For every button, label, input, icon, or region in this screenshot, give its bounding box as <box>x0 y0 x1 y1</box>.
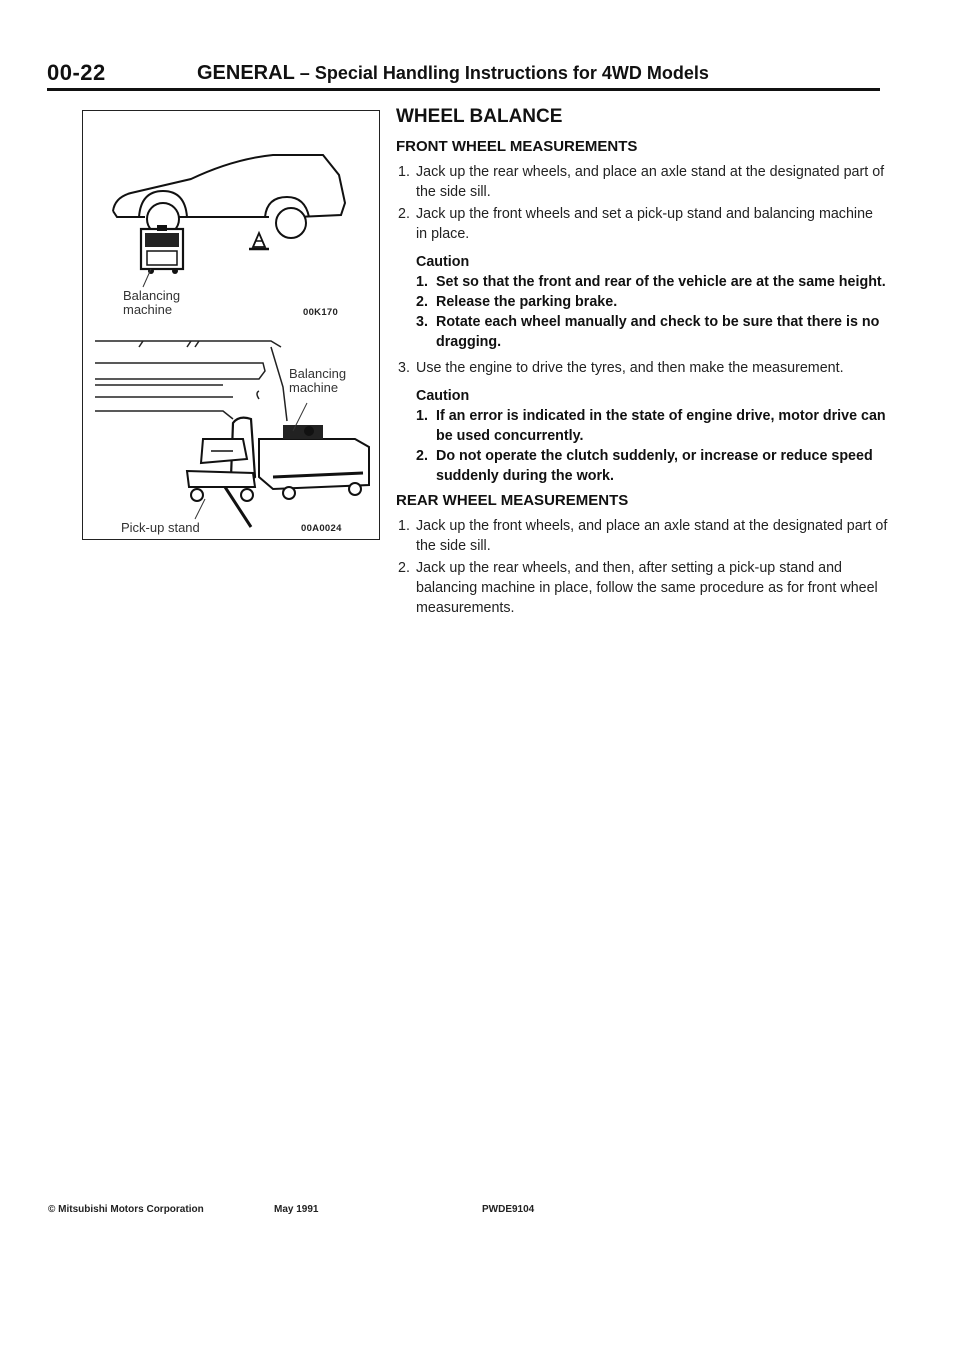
header-rule <box>47 88 880 91</box>
list-item: 2. Jack up the rear wheels, and then, after setting a pick-up stand and balancing machine in place, follow the same procedure as for front wheel measurements. <box>398 560 878 616</box>
section-title <box>197 62 709 85</box>
rear-heading: REAR WHEEL MEASUREMENTS <box>396 492 629 509</box>
list-item: 2. Release the parking brake. <box>416 294 618 310</box>
publication-code: PWDE9104 <box>482 1204 535 1215</box>
wheel-closeup-illustration <box>83 327 379 539</box>
figure-code: 00A0024 <box>301 523 342 534</box>
caution-list <box>416 272 888 352</box>
caution-block <box>416 386 888 486</box>
page-title: WHEEL BALANCE <box>396 106 563 127</box>
content-column <box>396 106 888 620</box>
figure-frame <box>82 110 380 540</box>
front-steps <box>396 162 888 244</box>
list-item: 1. Set so that the front and rear of the vehicle are at the same height. <box>416 274 886 290</box>
caution-title: Caution <box>416 254 470 270</box>
pickup-stand-label: Pick-up stand <box>121 520 200 535</box>
list-item: 3. Rotate each wheel manually and check to be sure that there is no dragging. <box>416 314 880 350</box>
section-title-main: GENERAL <box>197 62 295 84</box>
rear-steps <box>396 516 888 618</box>
list-item: 1. If an error is indicated in the state of engine drive, motor drive can be used concurrently. <box>416 408 886 444</box>
list-item: 2. Jack up the front wheels and set a pick-up stand and balancing machine in place. <box>398 206 873 242</box>
front-step-3 <box>396 358 888 378</box>
section-title-sep: – <box>294 63 315 83</box>
page-number: 00-22 <box>47 60 106 85</box>
list-item: 3. Use the engine to drive the tyres, and then make the measurement. <box>398 360 844 376</box>
figure-vehicle-side <box>83 111 379 327</box>
figure-code: 00K170 <box>303 307 339 318</box>
figure-wheel-closeup <box>83 327 379 539</box>
copyright-notice: © Mitsubishi Motors Corporation <box>48 1204 204 1215</box>
section-title-sub: Special Handling Instructions for 4WD Models <box>314 63 709 83</box>
balancing-machine-label: Balancing machine <box>289 366 347 395</box>
front-heading: FRONT WHEEL MEASUREMENTS <box>396 138 638 155</box>
publication-date: May 1991 <box>274 1204 319 1215</box>
list-item: 1. Jack up the rear wheels, and place an axle stand at the designated part of the side sill. <box>398 164 885 200</box>
caution-title: Caution <box>416 388 470 404</box>
page-header <box>47 60 880 94</box>
caution-block <box>416 252 888 352</box>
list-item: 2. Do not operate the clutch suddenly, or increase or reduce speed suddenly during the work. <box>416 448 873 484</box>
balancing-machine-label: Balancing machine <box>123 288 181 317</box>
caution-list <box>416 406 888 486</box>
list-item: 1. Jack up the front wheels, and place an axle stand at the designated part of the side sill. <box>398 518 888 554</box>
